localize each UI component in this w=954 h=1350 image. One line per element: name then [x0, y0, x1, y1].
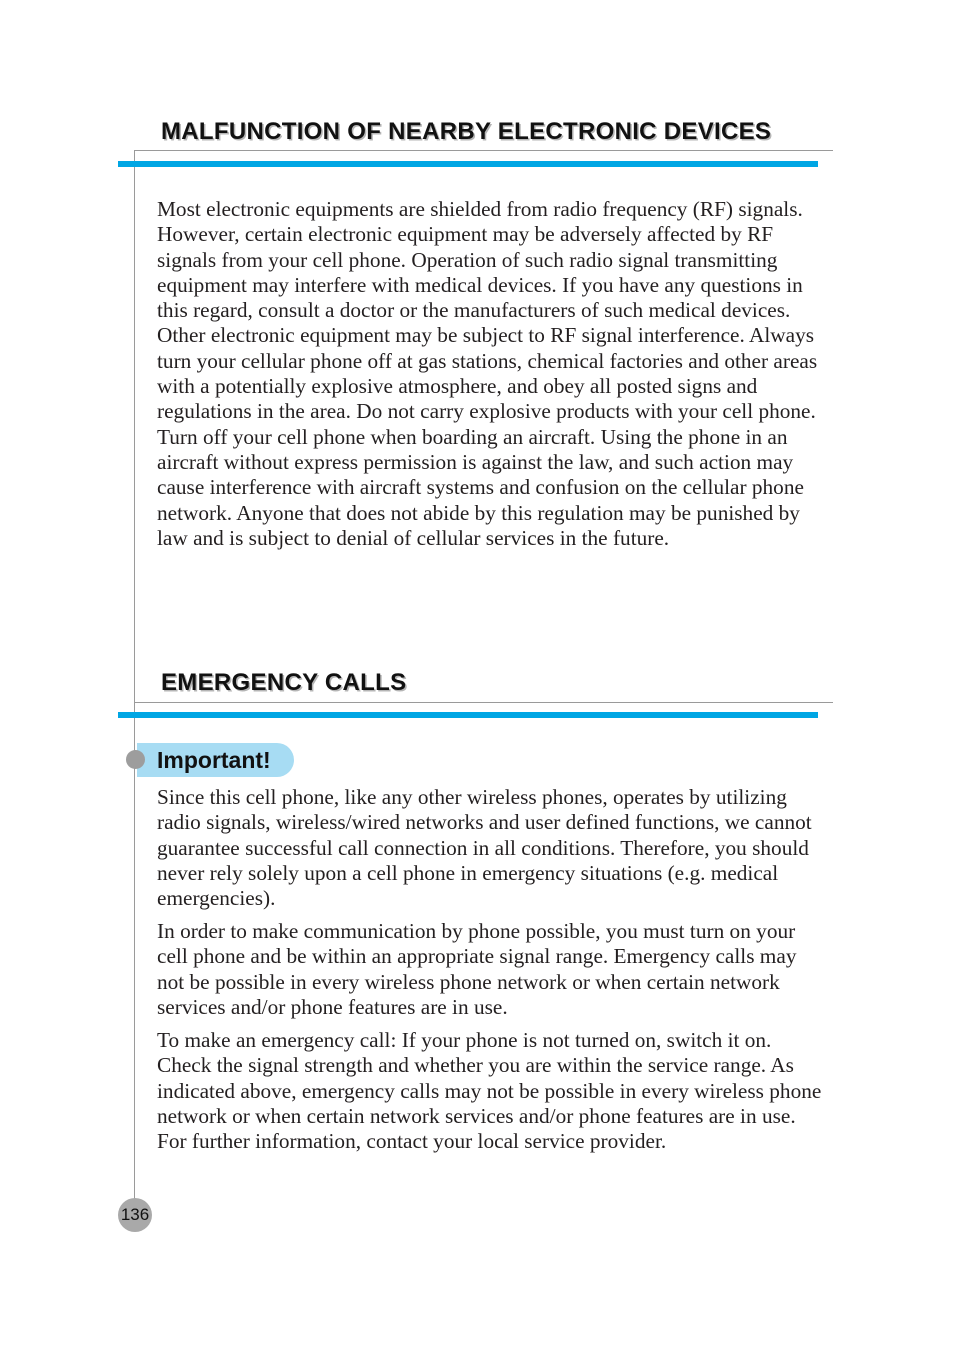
title-rule-malfunction — [134, 150, 833, 151]
accent-bar-malfunction — [118, 161, 818, 167]
important-label: Important! — [157, 747, 271, 773]
malfunction-body: Most electronic equipments are shielded from radio frequency (RF) signals. However, certain electronic equipment may be adversely affected by RF signals from your cell phone. Operation of such radio signal transmitting equipment may interfere with medical devices. If you have any questions in this regard, consult a doctor or the manufacturers of such medical devices. Other electronic equipment may be subject to RF signal interference. Always turn your cellular phone off at gas stations, chemical factories and other areas with a potentially explosive atmosphere, and obey all posted signs and regulations in the area. Do not carry explosive products with your cell phone. Turn off your cell phone when boarding an aircraft. Using the phone in an aircraft without express permission is against the law, and such action may cause interference with aircraft systems and confusion on the cellular phone network. Anyone that does not abide by this regulation may be punished by law and is subject to denial of cellular services in the future. — [157, 197, 818, 550]
page-number-badge: 136 — [118, 1198, 152, 1232]
emergency-paragraph-2: In order to make communication by phone possible, you must turn on your cell phone and be within an appropriate signal range. Emergency calls may not be possible in every wireless phone network or when certain network services and/or phone features are in use. — [157, 919, 797, 1019]
section-title-malfunction: MALFUNCTION OF NEARBY ELECTRONIC DEVICES — [161, 118, 772, 145]
emergency-paragraph-1: Since this cell phone, like any other wireless phones, operates by utilizing radio signals, wireless/wired networks and user defined functions, we cannot guarantee successful call connection in all conditions. Therefore, you should never rely solely upon a cell phone in emergency situations (e.g. medical emergencies). — [157, 785, 812, 911]
emergency-paragraph-3: To make an emergency call: If your phone is not turned on, switch it on. Check the signal strength and whether you are within the service range. As indicated above, emergency calls may not be possible in every wireless phone network or when certain network services and/or phone features are in use. For further information, contact your local service provider. — [157, 1028, 822, 1154]
accent-bar-emergency — [118, 712, 818, 718]
title-rule-emergency — [134, 702, 833, 703]
section-title-emergency: EMERGENCY CALLS — [161, 669, 407, 696]
left-margin-line — [134, 150, 135, 1215]
bullet-dot-icon — [126, 750, 145, 769]
important-callout — [137, 743, 294, 777]
